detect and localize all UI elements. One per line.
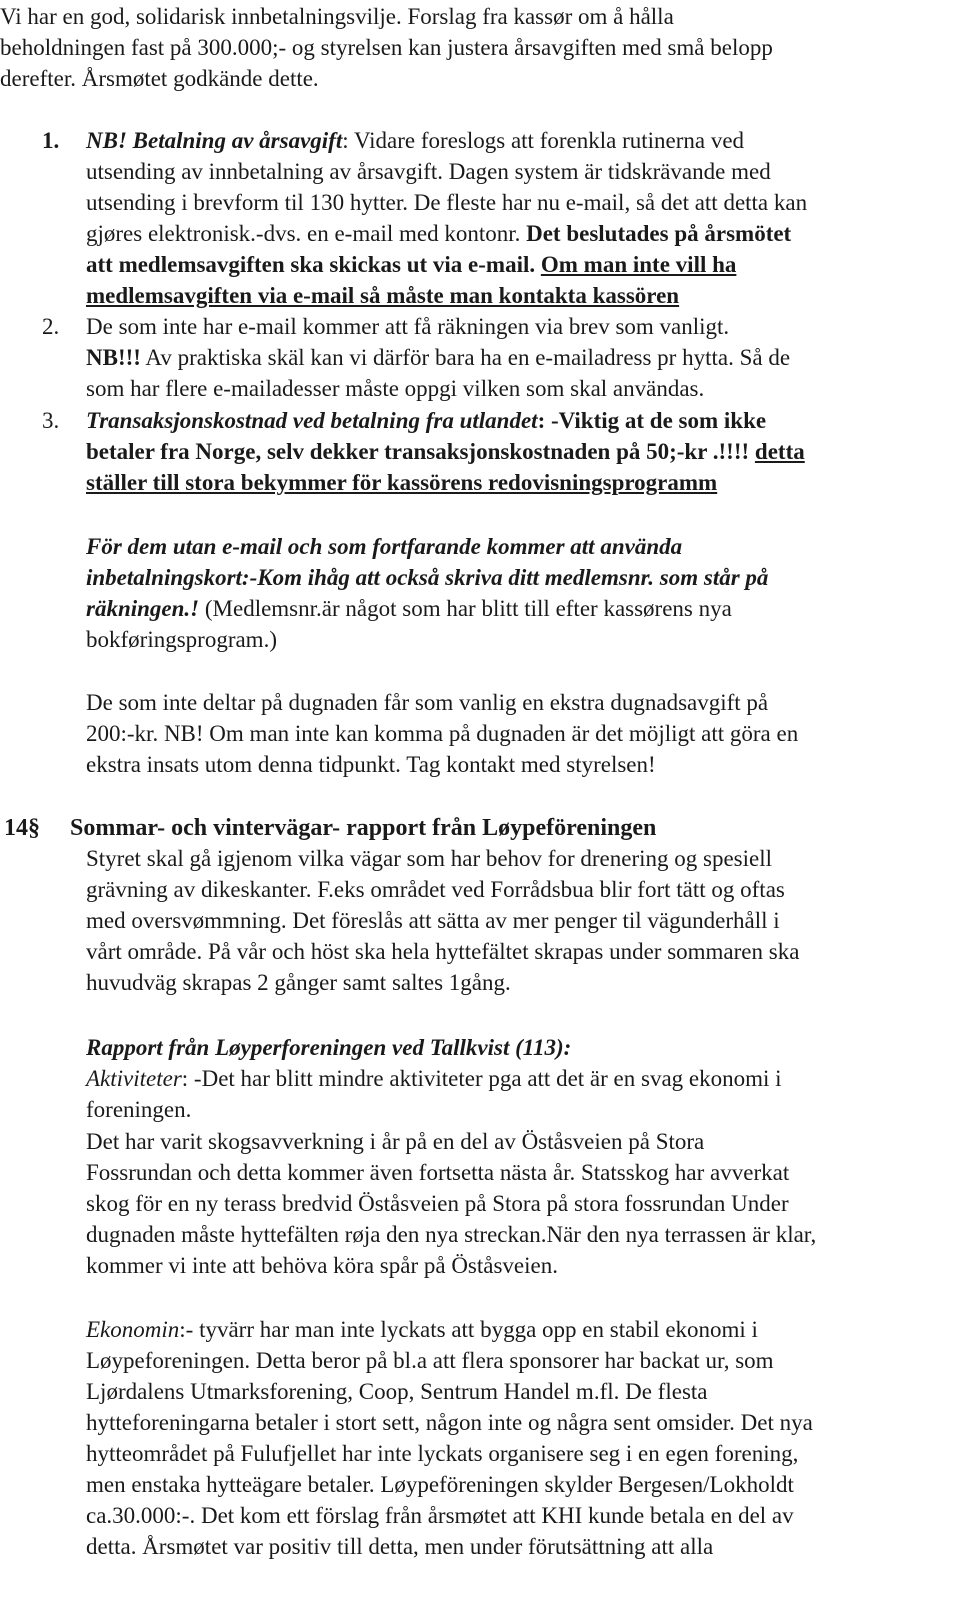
- list-number-1: 1.: [42, 128, 60, 153]
- s14-p3-line-7: detta. Årsmøtet var positiv till detta, men under förutsättning att alla: [86, 1534, 714, 1559]
- s14-p2-line-1: Det har varit skogsavverkning i år på en del av Öståsveien på Stora: [86, 1129, 705, 1154]
- item2-line-2: NB!!! Av praktiska skäl kan vi därför bara ha en e-mailadress pr hytta. Så de: [86, 345, 791, 370]
- s14-p3-line-3: hytteforeningarna betaler i stort sett, någon inte og några sent omsider. Det nya: [86, 1410, 813, 1435]
- s14-p3-line-4: hytteområdet på Fulufjellet har inte lyckats organisere seg i en egen forening,: [86, 1441, 799, 1466]
- item2-line-3: som har flere e-mailadesser måste oppgi vilken som skal användas.: [86, 376, 705, 401]
- s14-p1-line-4: vårt område. På vår och höst ska hela hyttefältet skrapas under sommaren ska: [86, 939, 800, 964]
- section-14-number: 14§: [4, 815, 40, 841]
- s14-p1-line-2: grävning av dikeskanter. F.eks området ved Forrådsbua blir fort tätt og oftas: [86, 877, 785, 902]
- dugnad-line-1: De som inte deltar på dugnaden får som vanlig en ekstra dugnadsavgift på: [86, 690, 769, 715]
- note-line-4: bokføringsprogram.): [86, 627, 277, 652]
- dugnad-line-3: ekstra insats utom denna tidpunkt. Tag kontakt med styrelsen!: [86, 752, 656, 777]
- item2-line-1: De som inte har e-mail kommer att få räkningen via brev som vanligt.: [86, 314, 730, 339]
- list-number-2: 2.: [42, 314, 60, 339]
- s14-p1-line-5: huvudväg skrapas 2 gånger samt saltes 1gång.: [86, 970, 511, 995]
- item1-line-4: gjøres elektronisk.-dvs. en e-mail med kontonr. Det beslutades på årsmötet: [86, 221, 792, 246]
- intro-line-1: Vi har en god, solidarisk innbetalningsvilje. Forslag fra kassør om å hålla: [0, 4, 674, 29]
- report-heading: Rapport från Løyperforeningen ved Tallkvist (113):: [86, 1035, 572, 1060]
- item1-line-2: utsending av innbetalning av årsavgift. Dagen system är tidskrävande med: [86, 159, 771, 184]
- note-line-2: inbetalningskort:-Kom ihåg att också skriva ditt medlemsnr. som står på: [86, 565, 769, 590]
- s14-p2-line-5: kommer vi inte att behöva köra spår på Öståsveien.: [86, 1253, 558, 1278]
- s14-p3-line-2: Ljørdalens Utmarksforening, Coop, Sentrum Handel m.fl. De flesta: [86, 1379, 708, 1404]
- item3-line-3: ställer till stora bekymmer för kassörens redovisningsprogramm: [86, 470, 718, 495]
- s14-p2-line-3: skog för en ny terass bredvid Öståsveien på Stora på stora fossrundan Under: [86, 1191, 789, 1216]
- s14-p2-line-2: Fossrundan och detta kommer även fortsetta nästa år. Statsskog har avverkat: [86, 1160, 790, 1185]
- section-14-title: Sommar- och vintervägar- rapport från Løypeföreningen: [70, 815, 657, 841]
- s14-p3-line-1: Løypeforeningen. Detta beror på bl.a att flera sponsorer har backat ur, som: [86, 1348, 774, 1373]
- intro-line-3: derefter. Årsmøtet godkände dette.: [0, 66, 319, 91]
- note-line-3: räkningen.! (Medlemsnr.är något som har blitt till efter kassørens nya: [86, 596, 732, 621]
- s14-p1-line-3: med oversvømmning. Det föreslås att sätta av mer penger til vägunderhåll i: [86, 908, 780, 933]
- item3-line-2: betaler fra Norge, selv dekker transaksjonskostnaden på 50;-kr .!!!! detta: [86, 439, 805, 464]
- s14-p3-line-6: ca.30.000:-. Det kom ett förslag från årsmøtet att KHI kunde betala en del av: [86, 1503, 794, 1528]
- s14-p1-line-1: Styret skal gå igjenom vilka vägar som har behov for drenering og spesiell: [86, 846, 772, 871]
- aktiviteter-line-2: foreningen.: [86, 1097, 192, 1122]
- item1-line-1: NB! Betalning av årsavgift: Vidare foreslogs att forenkla rutinerna ved: [86, 128, 745, 153]
- aktiviteter-line-1: Aktiviteter: -Det har blitt mindre aktiviteter pga att det är en svag ekonomi i: [86, 1066, 782, 1091]
- dugnad-line-2: 200:-kr. NB! Om man inte kan komma på dugnaden är det möjligt att göra en: [86, 721, 799, 746]
- item1-line-5: att medlemsavgiften ska skickas ut via e-mail. Om man inte vill ha: [86, 252, 737, 277]
- intro-line-2: beholdningen fast på 300.000;- og styrelsen kan justera årsavgiften med små belopp: [0, 35, 773, 60]
- item1-line-6: medlemsavgiften via e-mail så måste man kontakta kassören: [86, 283, 680, 308]
- s14-p2-line-4: dugnaden måste hyttefälten røja den nya streckan.När den nya terrassen är klar,: [86, 1222, 817, 1247]
- list-number-3: 3.: [42, 408, 60, 433]
- ekonomin-line-1: Ekonomin:- tyvärr har man inte lyckats att bygga opp en stabil ekonomi i: [86, 1317, 758, 1342]
- s14-p3-line-5: men enstaka hytteägare betaler. Løypeföreningen skylder Bergesen/Lokholdt: [86, 1472, 794, 1497]
- item1-line-3: utsending i brevform til 130 hytter. De fleste har nu e-mail, så det att detta kan: [86, 190, 808, 215]
- note-line-1: För dem utan e-mail och som fortfarande kommer att använda: [86, 534, 683, 559]
- item3-line-1: Transaksjonskostnad ved betalning fra utlandet: -Viktig at de som ikke: [86, 408, 767, 433]
